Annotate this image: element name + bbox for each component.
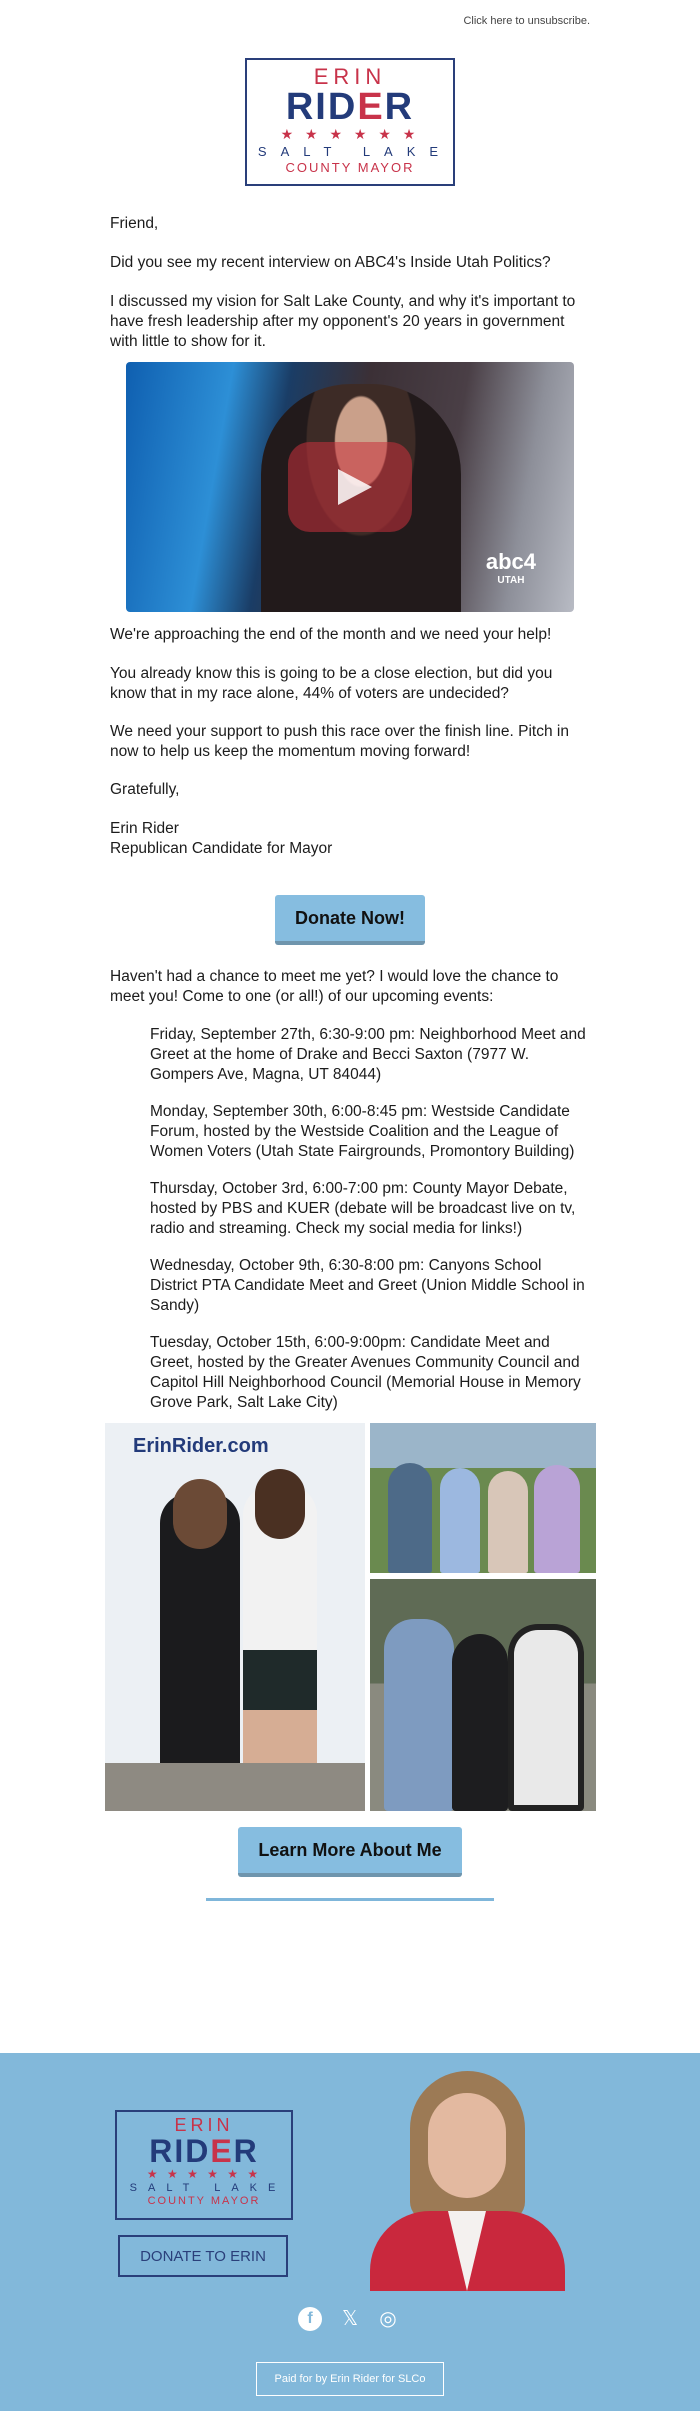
paragraph-support: We need your support to push this race over the finish line. Pitch in now to help us keep the momentum moving forward! — [110, 723, 569, 760]
closing: Gratefully, — [110, 781, 180, 798]
paid-for-disclaimer: Paid for by Erin Rider for SLCo — [256, 2362, 444, 2396]
divider — [206, 1898, 494, 1901]
photo-group-indoor — [370, 1579, 596, 1811]
logo-last-name: RIDER — [285, 86, 415, 128]
campaign-logo — [245, 58, 455, 186]
logo-county-mayor: COUNTY MAYOR — [285, 160, 415, 175]
paragraph-end-of-month: We're approaching the end of the month and we need your help! — [110, 626, 552, 643]
learn-more-button[interactable]: Learn More About Me — [238, 1827, 462, 1877]
facebook-icon[interactable]: f — [298, 2307, 322, 2331]
event-item: Thursday, October 3rd, 6:00-7:00 pm: County Mayor Debate, hosted by PBS and KUER (debate will be broadcast live on tv, radio and streaming. Check my social media for links!) — [150, 1180, 576, 1237]
paragraph-vision: I discussed my vision for Salt Lake County, and why it's important to have fresh leadership after my opponent's 20 years in government with little to show for it. — [110, 293, 576, 350]
events-intro: Haven't had a chance to meet me yet? I would love the chance to meet you! Come to one (or all!) of our upcoming events: — [110, 968, 559, 1005]
unsubscribe-link[interactable]: Click here to unsubscribe. — [463, 15, 590, 27]
paragraph-interview: Did you see my recent interview on ABC4's Inside Utah Politics? — [110, 254, 551, 271]
event-item: Wednesday, October 9th, 6:30-8:00 pm: Canyons School District PTA Candidate Meet and Greet (Union Middle School in Sandy) — [150, 1257, 585, 1314]
footer — [0, 2053, 700, 2411]
signature-name: Erin Rider — [110, 820, 179, 837]
website-banner-text: ErinRider.com — [133, 1435, 269, 1457]
abc4-logo: abc4 UTAH — [485, 549, 536, 586]
play-icon[interactable] — [288, 442, 412, 532]
logo-first-name: ERIN — [313, 64, 387, 89]
footer-logo: ERIN RIDER ★ ★ ★ ★ ★ ★ SALT LAKE COUNTY MAYOR — [115, 2110, 293, 2220]
interview-video[interactable] — [126, 362, 574, 612]
event-item: Tuesday, October 15th, 6:00-9:00pm: Candidate Meet and Greet, hosted by the Greater Avenues Community Council and Capitol Hill Neighborhood Council (Memorial House in Memory Grove Park, Salt Lake City) — [150, 1334, 581, 1411]
donate-to-erin-button[interactable]: DONATE TO ERIN — [118, 2235, 288, 2277]
logo-salt-lake: SALT LAKE — [257, 144, 453, 159]
candidate-portrait — [370, 2071, 565, 2291]
event-item: Friday, September 27th, 6:30-9:00 pm: Neighborhood Meet and Greet at the home of Drake and Becci Saxton (7977 W. Gompers Ave, Magna, UT 84044) — [150, 1026, 586, 1083]
event-item: Monday, September 30th, 6:00-8:45 pm: Westside Candidate Forum, hosted by the Westside Coalition and the League of Women Voters (Utah State Fairgrounds, Promontory Building) — [150, 1103, 575, 1160]
signature-title: Republican Candidate for Mayor — [110, 840, 333, 857]
instagram-icon[interactable]: ◎ — [379, 2308, 397, 2330]
donate-now-button[interactable]: Donate Now! — [275, 895, 425, 945]
paragraph-close-election: You already know this is going to be a close election, but did you know that in my race alone, 44% of voters are undecided? — [110, 665, 553, 702]
logo-stars: ★ ★ ★ ★ ★ ★ — [280, 126, 420, 142]
greeting: Friend, — [110, 215, 159, 232]
x-icon[interactable]: 𝕏 — [341, 2308, 359, 2330]
photo-group-outdoor — [370, 1423, 596, 1573]
photo-erin-with-supporter — [105, 1423, 365, 1811]
